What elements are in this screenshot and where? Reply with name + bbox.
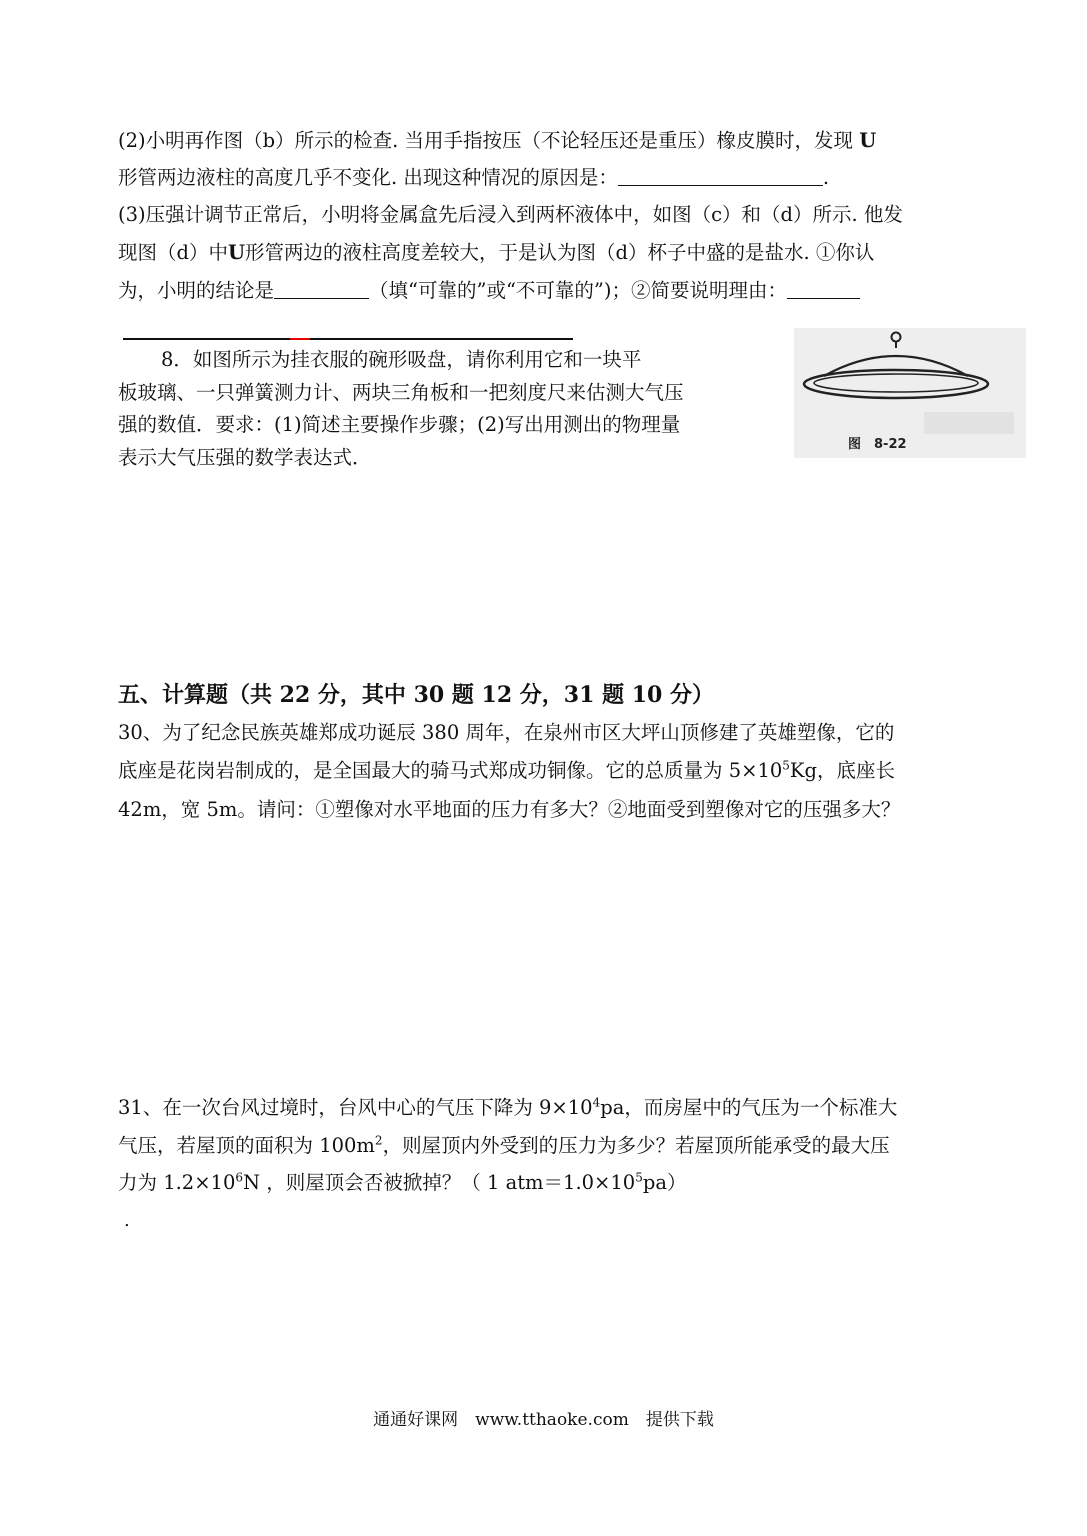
q31-line3-b: N ，则屋顶会否被掀掉？（ 1 atm＝1.0×10 [243, 1171, 636, 1194]
section-heading-text: 五、计算题（共 22 分，其中 30 题 12 分，31 题 10 分） [118, 682, 715, 708]
q-cd-line3-b: （填“可靠的”或“不可靠的”)；②简要说明理由： [369, 279, 787, 302]
q-cd-line3-a: 为，小明的结论是 [118, 279, 275, 302]
answer-blank-explanation[interactable] [787, 278, 860, 299]
q-cd-line1 [118, 200, 903, 230]
section-heading [118, 680, 714, 710]
q8-line4 [118, 443, 372, 473]
q8-line4-text: 表示大气压强的数学表达式． [118, 446, 372, 469]
q8-line3-text: 强的数值．要求：(1)简述主要操作步骤；(2)写出用测出的物理量 [118, 413, 681, 436]
answer-blank-reason[interactable] [618, 165, 823, 186]
q30-line1-text: 30、为了纪念民族英雄郑成功诞辰 380 周年，在泉州市区大坪山顶修建了英雄塑像，它的 [118, 721, 895, 744]
q-b-line1 [118, 126, 876, 156]
q31-exponent-3: 6 [235, 1170, 244, 1185]
q30-line2 [118, 756, 895, 786]
q-cd-u-letter: U [227, 241, 245, 264]
red-mark [290, 338, 310, 340]
q-cd-line2-a: 现图（d）中 [118, 241, 228, 264]
q-cd-line2-b: 形管两边的液柱高度差较大，于是认为图（d）杯子中盛的是盐水. ①你认 [245, 241, 875, 264]
q31-line3-c: pa） [642, 1171, 687, 1194]
suction-cup-figure [794, 328, 1026, 458]
q-b-line2 [118, 163, 829, 193]
q-b-period: . [822, 166, 830, 189]
suction-cup-drawing [794, 328, 1026, 458]
q31-line1-a: 31、在一次台风过境时，台风中心的气压下降为 9×10 [118, 1096, 593, 1119]
q31-line2-a: 气压，若屋顶的面积为 100m [118, 1134, 375, 1157]
q30-exponent: 5 [782, 758, 790, 773]
q31-line3 [118, 1168, 686, 1198]
q-b-u-letter: U [859, 129, 877, 152]
q31-line2-b: ，则屋顶内外受到的压力为多少？若屋顶所能承受的最大压 [382, 1134, 890, 1157]
q31-line2 [118, 1131, 890, 1161]
q30-line1 [118, 718, 894, 748]
q31-line1-b: pa，而房屋中的气压为一个标准大 [600, 1096, 898, 1119]
q30-line3 [118, 795, 900, 825]
q-b-line1-text: (2)小明再作图（b）所示的检查. 当用手指按压（不论轻压还是重压）橡皮膜时，发现 [118, 129, 854, 152]
q8-line1-text: 8．如图所示为挂衣服的碗形吸盘，请你利用它和一块平 [161, 348, 642, 371]
answer-line-continued[interactable] [123, 338, 573, 340]
q31-exponent-2: 2 [374, 1133, 383, 1148]
q31-line1 [118, 1093, 897, 1123]
q30-line2-a: 底座是花岗岩制成的，是全国最大的骑马式郑成功铜像。它的总质量为 5×10 [118, 759, 783, 782]
q8-line2-text: 板玻璃、一只弹簧测力计、两块三角板和一把刻度尺来估测大气压 [118, 381, 684, 404]
q30-line2-b: Kg，底座长 [789, 759, 895, 782]
q-cd-line3 [118, 276, 860, 306]
q-b-line2-text: 形管两边液柱的高度几乎不变化. 出现这种情况的原因是： [118, 166, 618, 189]
answer-blank-conclusion[interactable] [274, 278, 369, 299]
q30-line3-text: 42m，宽 5m。请问：①塑像对水平地面的压力有多大？②地面受到塑像对它的压强多大？ [118, 798, 901, 821]
q8-line1 [161, 345, 641, 375]
q31-exponent-1: 4 [592, 1095, 601, 1110]
q8-line3 [118, 410, 680, 440]
q8-line2 [118, 378, 684, 408]
q31-line3-a: 力为 1.2×10 [118, 1171, 236, 1194]
q-cd-line2 [118, 238, 874, 268]
figure-caption: 图 8-22 [848, 437, 907, 452]
stray-dot: . [124, 1210, 130, 1231]
footer: 通通好课网 www.tthaoke.com 提供下载 [373, 1410, 714, 1430]
q31-exponent-4: 5 [635, 1170, 643, 1185]
q-cd-line1-text: (3)压强计调节正常后，小明将金属盒先后浸入到两杯液体中，如图（c）和（d）所示. 他发 [118, 203, 903, 226]
